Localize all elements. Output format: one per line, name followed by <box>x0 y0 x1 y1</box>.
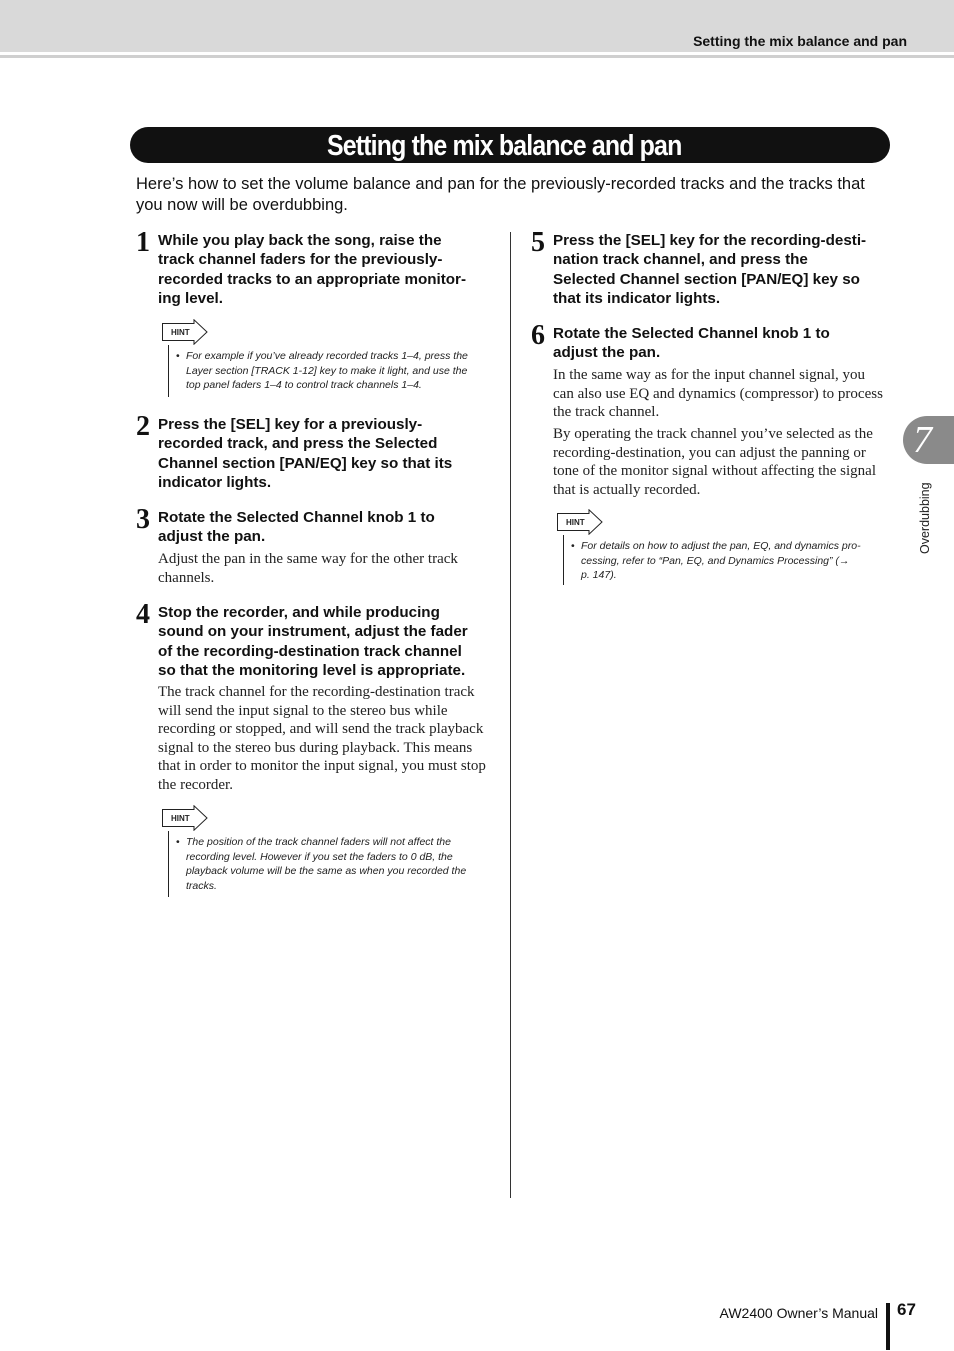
hint-line: For example if you’ve already recorded tracks 1–4, press the <box>186 350 468 362</box>
heading-line: adjust the pan. <box>158 528 266 546</box>
step-heading <box>553 324 830 363</box>
heading-line: that its indicator lights. <box>553 289 721 307</box>
bullet: • <box>176 350 180 362</box>
body-line: recording-destination, you can adjust the panning or <box>553 444 866 461</box>
step-number: 5 <box>531 227 545 258</box>
step-body <box>158 550 458 587</box>
step-heading <box>158 603 468 680</box>
body-line: The track channel for the recording-destination track <box>158 684 475 700</box>
hint-line: recording level. However if you set the faders to 0 dB, the <box>186 850 453 863</box>
intro-paragraph: Here’s how to set the volume balance and pan for the previously-recorded tracks and the tracks that you now will be overdubbing. <box>136 175 865 214</box>
hint-text <box>176 349 468 393</box>
body-line: the track channel. <box>553 404 660 420</box>
heading-line: adjust the pan. <box>553 344 661 362</box>
body-line: will send the input signal to the stereo bus while <box>158 702 448 719</box>
hint-line: Layer section [TRACK 1-12] key to make it light, and use the <box>186 364 468 377</box>
hint-rule <box>168 345 169 397</box>
hint-label: HINT <box>171 814 190 823</box>
step-heading <box>158 508 435 547</box>
heading-line: Selected Channel section [PAN/EQ] key so <box>553 270 860 288</box>
chapter-number: 7 <box>913 419 932 461</box>
heading-line: Rotate the Selected Channel knob 1 to <box>158 509 435 526</box>
page-marker-bar <box>886 1303 890 1350</box>
hint-arrow-icon <box>557 509 607 535</box>
body-line: Adjust the pan in the same way for the other track <box>158 551 458 567</box>
hint-text <box>176 835 466 893</box>
heading-line: of the recording-destination track channel <box>158 642 462 660</box>
step-number: 1 <box>136 227 150 258</box>
step-number: 3 <box>136 504 150 535</box>
hint-arrow-icon <box>162 805 212 831</box>
hint-arrow-icon <box>162 319 212 345</box>
body-line: that is actually recorded. <box>553 481 701 498</box>
heading-line: recorded track, and press the Selected <box>158 435 438 453</box>
body-line: By operating the track channel you’ve selected as the <box>553 426 873 442</box>
heading-line: Stop the recorder, and while producing <box>158 604 440 621</box>
heading-line: sound on your instrument, adjust the fader <box>158 623 468 641</box>
heading-line: ing level. <box>158 289 223 307</box>
step-body <box>158 683 486 794</box>
section-title-bar <box>130 127 890 163</box>
step-heading <box>158 231 466 308</box>
hint-line: p. 147). <box>581 569 617 582</box>
heading-line: so that the monitoring level is appropriate. <box>158 661 466 679</box>
step-body <box>553 366 883 422</box>
step-number: 6 <box>531 320 545 351</box>
step-number: 4 <box>136 599 150 630</box>
heading-line: While you play back the song, raise the <box>158 232 442 249</box>
body-line: the recorder. <box>158 776 233 793</box>
heading-line: Rotate the Selected Channel knob 1 to <box>553 325 830 342</box>
heading-line: indicator lights. <box>158 473 272 491</box>
body-line: signal to the stereo bus during playback. This means <box>158 739 473 756</box>
heading-line: Press the [SEL] key for a previously- <box>158 416 423 433</box>
body-line: can also use EQ and dynamics (compressor) to process <box>553 385 883 402</box>
body-line: tone of the monitor signal without affecting the signal <box>553 463 876 479</box>
top-band-rule <box>0 55 954 58</box>
body-line: channels. <box>158 569 215 586</box>
hint-line: For details on how to adjust the pan, EQ, and dynamics pro- <box>581 540 861 552</box>
hint-line: top panel faders 1–4 to control track channels 1–4. <box>186 379 422 392</box>
hint-rule <box>168 831 169 897</box>
step-body-2 <box>553 425 876 499</box>
heading-line: track channel faders for the previously- <box>158 251 443 269</box>
hint-line: The position of the track channel faders will not affect the <box>186 836 451 848</box>
column-divider <box>510 232 511 1198</box>
hint-label: HINT <box>566 518 585 527</box>
running-header: Setting the mix balance and pan <box>693 33 907 49</box>
heading-line: Press the [SEL] key for the recording-desti- <box>553 232 867 249</box>
hint-line: playback volume will be the same as when you recorded the <box>186 865 467 878</box>
hint-rule <box>563 535 564 585</box>
step-heading <box>158 415 452 492</box>
body-line: In the same way as for the input channel signal, you <box>553 367 865 383</box>
step-heading <box>553 231 866 308</box>
heading-line: nation track channel, and press the <box>553 251 808 269</box>
page-number: 67 <box>897 1300 916 1319</box>
hint-label: HINT <box>171 328 190 337</box>
heading-line: recorded tracks to an appropriate monitor- <box>158 270 467 288</box>
bullet: • <box>571 540 575 552</box>
step-number: 2 <box>136 411 150 442</box>
chapter-tab <box>903 416 954 464</box>
hint-line: cessing, refer to “Pan, EQ, and Dynamics Processing” (→ <box>581 554 850 567</box>
body-line: that in order to monitor the input signal, you must stop <box>158 758 486 774</box>
heading-line: Channel section [PAN/EQ] key so that its <box>158 454 453 472</box>
hint-line: tracks. <box>186 879 217 892</box>
footer-manual-name: AW2400 Owner’s Manual <box>719 1305 878 1321</box>
section-side-label: Overdubbing <box>918 482 932 554</box>
section-title: Setting the mix balance and pan <box>327 130 682 162</box>
body-line: recording or stopped, and will send the track playback <box>158 721 484 737</box>
hint-text <box>571 539 861 583</box>
bullet: • <box>176 836 180 848</box>
